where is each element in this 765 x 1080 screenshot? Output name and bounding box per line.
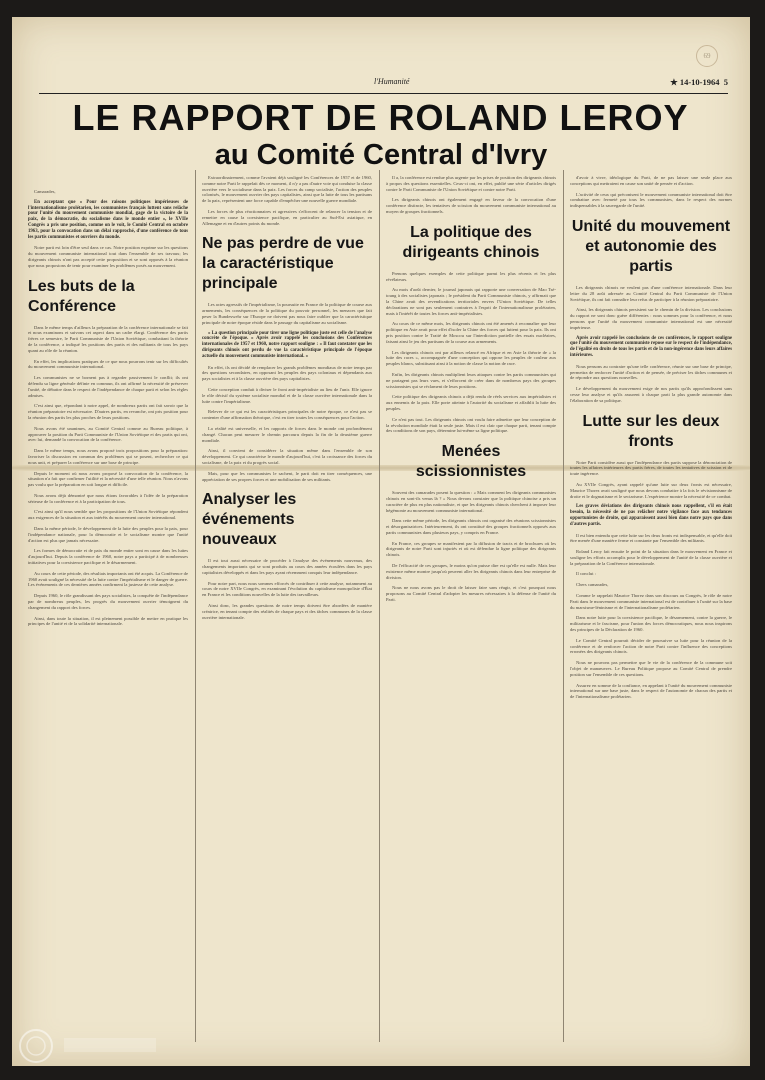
column-rule: [379, 170, 380, 1042]
article-paragraph: Il est tout aussi nécessaire de procéder à l'analyse des événements nouveaux, des changements importants qui se sont produits au cours des années écoulées dans les pays capitalistes développés et dans les pays ayant récemment conquis leur indépendance.: [202, 558, 372, 575]
article-paragraph: Il conclut :: [576, 571, 596, 577]
subheadline: au Comité Central d'Ivry: [214, 139, 548, 171]
article-paragraph: Les dirigeants chinois ne veulent pas d'une conférence internationale. Dans leur lettre du 28 août adressée au Comité Central du Parti Communiste de l'Union Soviétique, ils ont fait connaître leur refus de participer à la réunion préparatoire.: [570, 284, 732, 302]
issue-date: ★ 14-10-1964: [670, 77, 720, 87]
article-paragraph: Notre Parti considère aussi que l'indépendance des partis suppose la dénonciation de toutes les affaires intérieures des partis frères, de toutes les tentatives de scission et de toute ingérence.: [570, 459, 732, 477]
article-paragraph: Camarades,: [34, 189, 56, 194]
article-paragraph: Cette politique des dirigeants chinois a déjà rendu de réels services aux impérialistes et aux ennemis de la paix. Elle porte atteinte à l'autorité du socialisme et affaiblit la lutte des peuples.: [386, 394, 556, 411]
article-paragraph: L'activité de ceux qui préconisent le mouvement communiste international doit être combattue avec fermeté par tous les communistes, dans le respect des normes indispensables à la sauvegarde de l'unité.: [570, 191, 732, 209]
section-heading: Menées scissionnistes: [415, 443, 527, 481]
article-paragraph: Nous avons été unanimes, au Comité Central comme au Bureau politique, à approuver la position du Parti Communiste de l'Union Soviétique et des partis qui ont, avec lui, demandé la convocation de la conférence.: [28, 425, 188, 443]
column-rule: [563, 170, 564, 1042]
article-paragraph: Dans notre lutte pour la coexistence pacifique, le désarmement, contre la guerre, le militarisme et le fascisme, pour l'union des forces démocratiques, nous nous inspirons des principes de la Déclaration de 1960.: [570, 615, 732, 633]
article-paragraph: Comme le rappelait Maurice Thorez dans son discours au Congrès, le rôle de notre Parti dans le mouvement communiste international est de contribuer à l'unité sur la base du marxisme-léninisme et de l'internationalisme prolétarien.: [570, 593, 732, 610]
article-paragraph: Les communistes ne se bornent pas à regarder passivement le conflit; ils ont défendu sa ligne générale définie en commun, ils ont affirmé la nécessité de préserver l'unité, de débattre dans le respect de l'indépendance de chaque parti et selon les règles admises.: [28, 375, 188, 398]
article-paragraph: Les forces de plus réactionnaires et agressives s'efforcent de relancer la tension et de remettre en cause la coexistence pacifique, en particulier au Sud-Est asiatique, en Allemagne et en d'autres points du monde.: [202, 208, 372, 226]
article-paragraph: En effet, ils ont décidé de remplacer les grands problèmes mondiaux de notre temps par des questions secondaires, en opposant les peuples des pays coloniaux et dépendants aux pays socialistes et à la classe ouvrière des pays capitalistes.: [202, 364, 372, 382]
article-paragraph: Les dirigeants chinois ont également engagé en faveur de la convocation d'une conférence distincte, les tentatives de scission du mouvement communiste international au moyen de groupes fractionnels.: [386, 197, 556, 214]
article-paragraph: Les graves déviations des dirigeants chinois nous rappellent, s'il en était besoin, la nécessité de ne pas relâcher notre vigilance face aux tendances opportunistes de droite, qui apparaissent aussi bien dans notre pays que dans d'autres partis.: [570, 504, 732, 527]
article-paragraph: Après avoir rappelé les conclusions de ces conférences, le rapport souligne que l'unité du mouvement communiste repose sur le respect de l'indépendance, de l'égalité en droits de tous les partis et de la non-ingérence dans leurs affaires intérieures.: [570, 335, 732, 358]
article-paragraph: Il est bien entendu que cette lutte sur les deux fronts est indispensable, et qu'elle doit être menée d'une manière ferme et constante par l'ensemble des militants.: [570, 532, 732, 544]
article-paragraph: Les formes de démocratie et de paix du monde entier sont en cause dans les luttes d'aujourd'hui. Depuis la conférence de 1960, notre pays a participé à de nombreuses initiatives pour la coexistence pacifique et le désarmement.: [28, 548, 188, 566]
article-paragraph: Dans le même temps d'ailleurs la préparation de la conférence internationale se fait et nous examinons et suivons cet aspect dans un cadre élargi. Conférence des partis frères ce semestre, le Parti Communiste de l'Union Soviétique, combattant la théorie de la conférence, a indiqué les positions des partis et des militants de tous les pays quant au rôle de la réunion.: [28, 324, 188, 353]
article-paragraph: Le développement du mouvement exige de nos partis qu'ils approfondissent sans cesse leur analyse et qu'ils assurent à chaque parti la plus grande autonomie dans l'élaboration de sa politique.: [570, 386, 732, 403]
article-paragraph: Au cours de ce même mois, les dirigeants chinois ont été amenés à reconnaître que leur politique en Asie avait pour effet d'isoler la Chine des forces qui luttent pour la paix. Ils ont pris position contre le Traité de Moscou sur l'interdiction partielle des essais nucléaires, faisant ainsi le jeu des partisans de la course aux armements.: [386, 321, 556, 344]
article-paragraph: Dans la même période, le développement de la lutte des peuples pour la paix, pour l'indépendance nationale, pour la démocratie et le socialisme montre que l'unité d'action est plus que jamais nécessaire.: [28, 526, 188, 543]
article-paragraph: En acceptant que « Pour des raisons politiques impérieuses de l'internationalisme prolétarien, les communistes français luttent sans relâche pour l'unité du mouvement communiste mondial, gage de la victoire de la paix, de la démocratie, du socialisme dans le monde entier », le XVIIe Congrès a pris une position, comme on le voit, le Comité Central en octobre 1963, pour la convocation dans un délai rapproché, d'une conférence de tous les partis communistes et ouvriers du monde.: [28, 199, 188, 240]
article-paragraph: Au mois d'août dernier, le journal japonais qui rapporte une conversation de Mao Tsé-toung à des socialistes japonais ; le président du Parti Communiste chinois, y affirmait que la Chine avait des revendications territoriales envers l'Union Soviétique. De telles déclarations ne sont pas seulement contraires à l'esprit de l'internationalisme prolétarien, mais à l'intérêt de toutes les forces anti-impérialistes.: [386, 287, 556, 316]
article-paragraph: Pour notre part, nous nous sommes efforcés de contribuer à cette analyse, notamment au cours de notre XVIIe Congrès, en examinant l'évolution du capitalisme monopoliste d'État en France et les conditions nouvelles de la lutte des travailleurs.: [202, 580, 372, 598]
article-paragraph: Au XVIIe Congrès, ayant rappelé qu'une lutte sur deux fronts est nécessaire, Maurice Thorez avait souligné que nous devons combattre à la fois le révisionnisme de droite et le dogmatisme et le sectarisme. L'expérience montre la nécessité de ce combat.: [570, 481, 732, 499]
article-paragraph: Ainsi, dans toute la situation, il est pleinement possible de mettre en pratique les principes de l'unité et de la solidarité internationale.: [28, 615, 188, 627]
article-column-3: [386, 175, 556, 1044]
article-paragraph: Depuis le moment où nous avons proposé la convocation de la conférence, la situation n'a fait que confirmer l'utilité et la nécessité d'une telle réunion. Nous n'avons pas voulu que la préparation en soit longue et difficile.: [28, 470, 188, 488]
article-paragraph: Depuis 1960, le rôle grandissant des pays socialistes, la conquête de l'indépendance par de nombreux peuples, les progrès du mouvement ouvrier témoignent du changement du rapport des forces.: [28, 593, 188, 610]
article-paragraph: Enfin, les dirigeants chinois multiplient leurs attaques contre les partis communistes qui ne partagent pas leurs vues, et s'efforcent de créer dans de nombreux pays des groupes scissionnistes qui se réclament de leurs positions.: [386, 371, 556, 389]
article-paragraph: Chers camarades,: [576, 582, 609, 588]
article-paragraph: Ainsi donc, les grandes questions de notre temps doivent être abordées de manière créatrice, en tenant compte des réalités de chaque pays et des tâches communes de la classe ouvrière internationale.: [202, 603, 372, 620]
article-paragraph: Dans le même temps, nous avons proposé trois propositions pour la préparation: favoriser la discussion en commun des problèmes qui se posent, rechercher ce qui nous unit, et préparer la conférence sur une base de principe.: [28, 448, 188, 465]
article-paragraph: Roland Leroy fait ensuite le point de la situation dans le mouvement en France et souligne les efforts accomplis pour le développement de l'unité de la classe ouvrière et la préparation de la Conférence internationale.: [570, 549, 732, 566]
article-paragraph: « La question principale pour tirer une ligne politique juste est celle de l'analyse concrète de l'époque. » Après avoir rappelé les conclusions des Conférences internationales de 1957 et 1960, notre rapport souligne : « Il faut constater que les dirigeants chinois ont perdu de vue la caractéristique principale de l'époque actuelle du mouvement communiste international. »: [202, 330, 372, 359]
page-number: 5: [723, 77, 728, 87]
article-paragraph: Ainsi, les dirigeants chinois persistent sur le chemin de la division. Les conclusions du rapport ne sont donc guère différentes : nous sommes pour la conférence, et nous pensons que l'unité du mouvement communiste international est une nécessité impérieuse.: [570, 307, 732, 330]
article-paragraph: Ce n'est pas tout. Les dirigeants chinois ont voulu faire admettre que leur conception de la révolution mondiale était la seule juste. Mais il est clair que chaque parti, tenant compte des conditions de son pays, détermine lui-même sa ligne politique.: [386, 416, 556, 434]
article-paragraph: Notre parti est loin d'être seul dans ce cas. Notre position exprime sur les questions du mouvement communiste international tout dans l'ensemble de ses travaux; les dirigeants chinois n'ont pas accepté cette proposition et se sont opposés à la réunion que nous proposions de tenir pour examiner les problèmes posés au mouvement.: [28, 245, 188, 268]
archive-watermark: [14, 1024, 164, 1066]
article-paragraph: Cette conception conduit à diviser le front anti-impérialiste au lieu de l'unir. Elle ignore le rôle décisif du système socialiste mondial et de la classe ouvrière internationale dans la lutte contre l'impérialisme.: [202, 386, 372, 404]
article-column-4: [570, 175, 732, 1044]
article-paragraph: Dans cette même période, les dirigeants chinois ont organisé des réunions scissionnistes et désorganisatrices. Intérieurement, ils ont constitué des groupes fractionnels opposés aux partis communistes dans plusieurs pays, y compris en France.: [386, 518, 556, 535]
masthead: [39, 79, 728, 94]
section-heading: Analyser les événements nouveaux: [202, 491, 297, 549]
date-page-line: [670, 77, 728, 88]
newspaper-page: [12, 17, 750, 1066]
article-paragraph: Les dirigeants chinois ont par ailleurs relancé en Afrique et en Asie la théorie de « la lutte des races », accompagnée d'une conception qui oppose les peuples de couleur aux peuples blancs, substituant ainsi à la notion de classe la notion de race.: [386, 349, 556, 367]
article-paragraph: Souvent des camarades posent la question : « Mais comment les dirigeants communistes chinois en sont-ils venus là ? » Nous devons constater que la politique chinoise a pris un caractère de plus en plus nationaliste, et que les dirigeants chinois cherchent à imposer leur hégémonie au mouvement communiste international.: [386, 490, 556, 513]
article-column-1: [28, 189, 188, 1044]
section-heading: Unité du mouvement et autonomie des partis: [571, 217, 731, 275]
article-paragraph: Ainsi, il convient de considérer la situation même dans l'ensemble de son développement. Ce qui caractérise le monde d'aujourd'hui, c'est la croissance des forces du socialisme, de la paix et du progrès social.: [202, 448, 372, 465]
article-paragraph: Nous ne nous avons pas le droit de laisser faire sans réagir, et c'est pourquoi nous proposons au Comité Central d'adopter les mesures nécessaires à la défense de l'unité du Parti.: [386, 585, 556, 603]
article-paragraph: Nous pensons au contraire qu'une telle conférence, réunie sur une base de principe, permettra de renforcer l'unité d'action et de pensée, de préciser les tâches communes et de répondre aux questions nouvelles.: [570, 363, 732, 381]
article-paragraph: Au cours de cette période, des résultats importants ont été acquis. La Conférence de 1960 avait souligné la nécessité de la lutte contre l'impérialisme et le danger de guerre. Les événements de ces dernières années confirment la justesse de cette analyse.: [28, 570, 188, 588]
section-heading: Les buts de la Conférence: [28, 277, 135, 315]
column-rule: [195, 170, 196, 1042]
newspaper-name: l'Humanité: [374, 77, 410, 86]
article-paragraph: C'est ainsi qu'il nous semble que les propositions de l'Union Soviétique répondent aux exigences de la situation et aux intérêts du mouvement ouvrier international.: [28, 509, 188, 521]
article-paragraph: La réalité est universelle, et les rapports de forces dans le monde ont profondément changé. Chacun peut mesurer le chemin parcouru depuis la fin de la deuxième guerre mondiale.: [202, 425, 372, 443]
article-paragraph: d'avoir à vivre, idéologique du Parti, de ne pas laisser une seule place aux conceptions qui mettraient en cause son unité de pensée et d'action.: [570, 175, 732, 186]
article-paragraph: Extraordinairement, comme l'avaient déjà souligné les Conférences de 1957 et de 1960, comme notre Parti le rappelait dès ce moment, il n'y a pas d'autre voie qui conduise la classe ouvrière vers le socialisme dans la paix. Les forces du camp socialiste, l'action des peuples colonisés, le mouvement ouvrier des pays capitalistes, ainsi que la lutte de tous les partisans de la paix, représentent une force capable d'empêcher une nouvelle guerre mondiale.: [202, 175, 372, 204]
article-paragraph: De l'efficacité de ces groupes, le moins qu'on puisse dire est qu'elle est nulle. Mais leur existence même montre jusqu'où peuvent aller les dirigeants chinois dans leur entreprise de division.: [386, 563, 556, 580]
article-column-2: [202, 175, 372, 1044]
section-heading: Ne pas perdre de vue la caractéristique principale: [202, 235, 364, 293]
page-stamp: 69: [696, 45, 718, 67]
article-paragraph: C'est ainsi que, répondant à notre appel, de nombreux partis ont fait savoir que la réunion préparatoire est nécessaire. D'autres partis, en revanche, ont pris position pour la réunion des partis les plus proches de leurs positions.: [28, 403, 188, 420]
article-paragraph: En effet, les implications pratiques de ce que nous pourrons tenir sur les difficultés du mouvement communiste international.: [28, 358, 188, 370]
article-paragraph: Nous avons déjà démontré que nous étions favorables à l'idée de la préparation sérieuse de la conférence et à la participation de tous.: [28, 492, 188, 504]
article-paragraph: Assurez en somme de la confiance, en appelant à l'unité du mouvement communiste international sur une base juste, dans le respect de l'autonomie de chacun des partis et de l'internationalisme prolétarien.: [570, 682, 732, 700]
article-paragraph: Le Comité Central pourrait décider de poursuivre sa lutte pour la réunion de la conférence et de renforcer l'action de notre Parti contre l'influence des conceptions erronées des dirigeants chinois.: [570, 637, 732, 655]
article-paragraph: Mais, pour que les communistes le sachent, le parti doit en tirer conséquences, une appréciation de ses propres forces et une mobilisation de ses militants.: [202, 470, 372, 482]
article-paragraph: Il a, la conférence est rendue plus urgente par les prises de position des dirigeants chinois à propos des questions essentielles. Ceux-ci ont, en effet, publié une série d'articles dirigés contre le Parti Communiste de l'Union Soviétique et contre notre Parti.: [386, 175, 556, 192]
article-paragraph: Prenons quelques exemples de cette politique parmi les plus récents et les plus révélateurs.: [386, 270, 556, 282]
section-heading: Lutte sur les deux fronts: [582, 412, 720, 450]
article-paragraph: Nous ne pouvons pas permettre que le vie de la conférence de la commune soit l'objet de manœuvres. Le Bureau Politique propose au Comité Central de prendre position sur l'ensemble de ces questions.: [570, 660, 732, 677]
article-paragraph: Les actes agressifs de l'impérialisme, la poursuite en France de la politique de course aux armements, les conséquences de la politique du pouvoir personnel, les menaces que fait peser la Bundeswehr sur l'Europe ne doivent pas nous faire oublier que la caractéristique principale de notre époque réside dans le passage du capitalisme au socialisme.: [202, 302, 372, 325]
section-heading: La politique des dirigeants chinois: [402, 223, 540, 261]
article-paragraph: En France, ces groupes se manifestent par la diffusion de tracts et de brochures où les dirigeants de notre Parti sont injuriés et où est défendue la ligne politique des dirigeants chinois.: [386, 540, 556, 558]
headline: LE RAPPORT DE ROLAND LEROY: [72, 97, 689, 138]
article-paragraph: Relever de ce qui est les caractéristiques principales de notre époque, ce n'est pas se contenter d'une affirmation théorique, c'est en tirer toutes les conséquences pour l'action.: [202, 409, 372, 421]
